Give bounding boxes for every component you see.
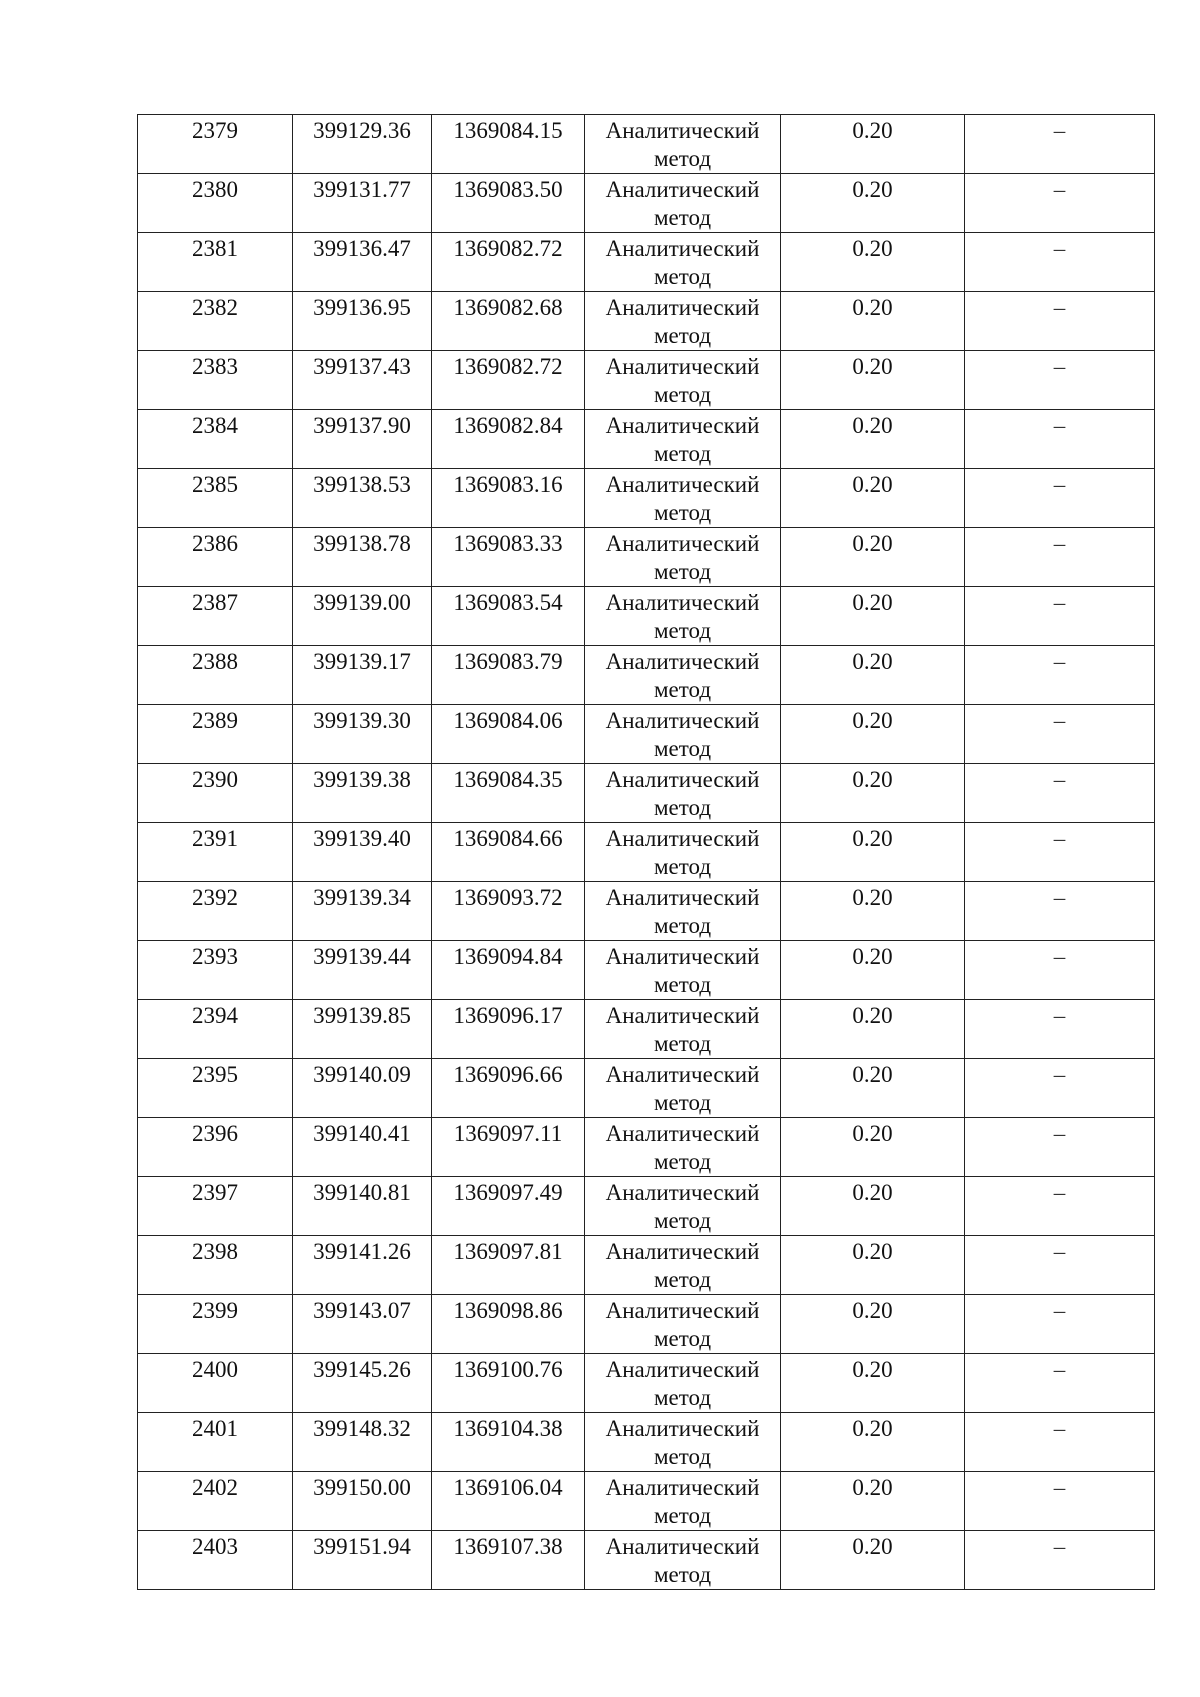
point-number-cell: 2391: [138, 823, 293, 882]
coordinate-x-cell: 399141.26: [293, 1236, 432, 1295]
note-cell: –: [965, 705, 1155, 764]
method-cell: Аналитический метод: [585, 1531, 781, 1590]
coordinate-x-cell: 399136.95: [293, 292, 432, 351]
precision-cell: 0.20: [781, 351, 965, 410]
table-row: [138, 1413, 1155, 1472]
precision-cell: 0.20: [781, 941, 965, 1000]
table-row: [138, 292, 1155, 351]
table-row: [138, 705, 1155, 764]
coordinate-x-cell: 399137.90: [293, 410, 432, 469]
point-number-cell: 2398: [138, 1236, 293, 1295]
note-cell: –: [965, 823, 1155, 882]
point-number-cell: 2386: [138, 528, 293, 587]
coordinate-x-cell: 399139.44: [293, 941, 432, 1000]
method-cell: Аналитический метод: [585, 469, 781, 528]
method-cell: Аналитический метод: [585, 292, 781, 351]
note-cell: –: [965, 1295, 1155, 1354]
coordinate-x-cell: 399143.07: [293, 1295, 432, 1354]
table-row: [138, 646, 1155, 705]
point-number-cell: 2379: [138, 115, 293, 174]
coordinate-x-cell: 399139.38: [293, 764, 432, 823]
method-cell: Аналитический метод: [585, 882, 781, 941]
coordinate-x-cell: 399145.26: [293, 1354, 432, 1413]
table-row: [138, 115, 1155, 174]
precision-cell: 0.20: [781, 528, 965, 587]
note-cell: –: [965, 764, 1155, 823]
coordinate-x-cell: 399140.41: [293, 1118, 432, 1177]
precision-cell: 0.20: [781, 233, 965, 292]
method-cell: Аналитический метод: [585, 528, 781, 587]
coordinate-x-cell: 399148.32: [293, 1413, 432, 1472]
method-cell: Аналитический метод: [585, 351, 781, 410]
coordinate-y-cell: 1369083.16: [432, 469, 585, 528]
method-cell: Аналитический метод: [585, 1472, 781, 1531]
point-number-cell: 2402: [138, 1472, 293, 1531]
note-cell: –: [965, 1177, 1155, 1236]
method-cell: Аналитический метод: [585, 587, 781, 646]
method-cell: Аналитический метод: [585, 646, 781, 705]
coordinate-x-cell: 399151.94: [293, 1531, 432, 1590]
coordinate-x-cell: 399131.77: [293, 174, 432, 233]
method-cell: Аналитический метод: [585, 823, 781, 882]
coordinate-y-cell: 1369104.38: [432, 1413, 585, 1472]
point-number-cell: 2397: [138, 1177, 293, 1236]
table-row: [138, 410, 1155, 469]
table-row: [138, 174, 1155, 233]
coordinate-x-cell: 399139.17: [293, 646, 432, 705]
coordinate-x-cell: 399139.34: [293, 882, 432, 941]
table-row: [138, 1354, 1155, 1413]
table-row: [138, 764, 1155, 823]
coordinates-table: [137, 114, 1155, 1590]
coordinate-y-cell: 1369084.66: [432, 823, 585, 882]
coordinate-x-cell: 399150.00: [293, 1472, 432, 1531]
table-row: [138, 941, 1155, 1000]
coordinate-x-cell: 399138.53: [293, 469, 432, 528]
precision-cell: 0.20: [781, 115, 965, 174]
table-row: [138, 1059, 1155, 1118]
precision-cell: 0.20: [781, 1354, 965, 1413]
coordinate-y-cell: 1369107.38: [432, 1531, 585, 1590]
note-cell: –: [965, 941, 1155, 1000]
coordinate-y-cell: 1369083.50: [432, 174, 585, 233]
point-number-cell: 2392: [138, 882, 293, 941]
coordinate-y-cell: 1369083.79: [432, 646, 585, 705]
precision-cell: 0.20: [781, 882, 965, 941]
coordinate-x-cell: 399129.36: [293, 115, 432, 174]
note-cell: –: [965, 351, 1155, 410]
point-number-cell: 2395: [138, 1059, 293, 1118]
point-number-cell: 2382: [138, 292, 293, 351]
point-number-cell: 2387: [138, 587, 293, 646]
coordinate-x-cell: 399139.40: [293, 823, 432, 882]
coordinate-y-cell: 1369084.15: [432, 115, 585, 174]
table-row: [138, 587, 1155, 646]
coordinate-y-cell: 1369084.06: [432, 705, 585, 764]
point-number-cell: 2396: [138, 1118, 293, 1177]
note-cell: –: [965, 1059, 1155, 1118]
coordinate-x-cell: 399140.09: [293, 1059, 432, 1118]
precision-cell: 0.20: [781, 1236, 965, 1295]
precision-cell: 0.20: [781, 410, 965, 469]
note-cell: –: [965, 115, 1155, 174]
coordinate-y-cell: 1369084.35: [432, 764, 585, 823]
precision-cell: 0.20: [781, 705, 965, 764]
coordinate-y-cell: 1369094.84: [432, 941, 585, 1000]
note-cell: –: [965, 1000, 1155, 1059]
table-row: [138, 528, 1155, 587]
note-cell: –: [965, 174, 1155, 233]
point-number-cell: 2390: [138, 764, 293, 823]
coordinate-x-cell: 399139.30: [293, 705, 432, 764]
coordinate-x-cell: 399140.81: [293, 1177, 432, 1236]
method-cell: Аналитический метод: [585, 115, 781, 174]
method-cell: Аналитический метод: [585, 705, 781, 764]
table-row: [138, 1118, 1155, 1177]
precision-cell: 0.20: [781, 174, 965, 233]
coordinate-y-cell: 1369082.84: [432, 410, 585, 469]
point-number-cell: 2383: [138, 351, 293, 410]
precision-cell: 0.20: [781, 1118, 965, 1177]
note-cell: –: [965, 292, 1155, 351]
table-row: [138, 1472, 1155, 1531]
method-cell: Аналитический метод: [585, 174, 781, 233]
point-number-cell: 2381: [138, 233, 293, 292]
coordinate-y-cell: 1369082.72: [432, 233, 585, 292]
coordinate-x-cell: 399137.43: [293, 351, 432, 410]
point-number-cell: 2394: [138, 1000, 293, 1059]
coordinate-y-cell: 1369096.66: [432, 1059, 585, 1118]
precision-cell: 0.20: [781, 1000, 965, 1059]
point-number-cell: 2389: [138, 705, 293, 764]
coordinate-y-cell: 1369093.72: [432, 882, 585, 941]
method-cell: Аналитический метод: [585, 1177, 781, 1236]
method-cell: Аналитический метод: [585, 764, 781, 823]
note-cell: –: [965, 587, 1155, 646]
table-row: [138, 351, 1155, 410]
table-row: [138, 882, 1155, 941]
precision-cell: 0.20: [781, 1059, 965, 1118]
point-number-cell: 2403: [138, 1531, 293, 1590]
precision-cell: 0.20: [781, 292, 965, 351]
note-cell: –: [965, 1118, 1155, 1177]
point-number-cell: 2384: [138, 410, 293, 469]
coordinate-y-cell: 1369100.76: [432, 1354, 585, 1413]
table-row: [138, 1295, 1155, 1354]
point-number-cell: 2400: [138, 1354, 293, 1413]
precision-cell: 0.20: [781, 1413, 965, 1472]
precision-cell: 0.20: [781, 1177, 965, 1236]
note-cell: –: [965, 882, 1155, 941]
method-cell: Аналитический метод: [585, 1059, 781, 1118]
table-row: [138, 823, 1155, 882]
precision-cell: 0.20: [781, 646, 965, 705]
method-cell: Аналитический метод: [585, 233, 781, 292]
coordinate-y-cell: 1369083.54: [432, 587, 585, 646]
coordinate-y-cell: 1369097.11: [432, 1118, 585, 1177]
method-cell: Аналитический метод: [585, 1236, 781, 1295]
coordinate-y-cell: 1369097.49: [432, 1177, 585, 1236]
point-number-cell: 2401: [138, 1413, 293, 1472]
table-row: [138, 1000, 1155, 1059]
coordinate-y-cell: 1369082.72: [432, 351, 585, 410]
note-cell: –: [965, 646, 1155, 705]
point-number-cell: 2393: [138, 941, 293, 1000]
point-number-cell: 2385: [138, 469, 293, 528]
coordinate-x-cell: 399138.78: [293, 528, 432, 587]
note-cell: –: [965, 1236, 1155, 1295]
point-number-cell: 2380: [138, 174, 293, 233]
coordinate-y-cell: 1369083.33: [432, 528, 585, 587]
table-row: [138, 469, 1155, 528]
coordinate-x-cell: 399136.47: [293, 233, 432, 292]
point-number-cell: 2388: [138, 646, 293, 705]
note-cell: –: [965, 469, 1155, 528]
table-row: [138, 1236, 1155, 1295]
precision-cell: 0.20: [781, 823, 965, 882]
coordinates-table-body: [138, 115, 1155, 1590]
note-cell: –: [965, 233, 1155, 292]
coordinate-y-cell: 1369097.81: [432, 1236, 585, 1295]
coordinate-x-cell: 399139.00: [293, 587, 432, 646]
coordinate-y-cell: 1369106.04: [432, 1472, 585, 1531]
coordinate-x-cell: 399139.85: [293, 1000, 432, 1059]
method-cell: Аналитический метод: [585, 1354, 781, 1413]
coordinate-y-cell: 1369082.68: [432, 292, 585, 351]
note-cell: –: [965, 528, 1155, 587]
note-cell: –: [965, 1472, 1155, 1531]
precision-cell: 0.20: [781, 1295, 965, 1354]
table-row: [138, 233, 1155, 292]
precision-cell: 0.20: [781, 469, 965, 528]
table-row: [138, 1177, 1155, 1236]
coordinate-y-cell: 1369096.17: [432, 1000, 585, 1059]
note-cell: –: [965, 410, 1155, 469]
method-cell: Аналитический метод: [585, 1413, 781, 1472]
method-cell: Аналитический метод: [585, 1000, 781, 1059]
note-cell: –: [965, 1413, 1155, 1472]
table-row: [138, 1531, 1155, 1590]
note-cell: –: [965, 1354, 1155, 1413]
method-cell: Аналитический метод: [585, 941, 781, 1000]
precision-cell: 0.20: [781, 1531, 965, 1590]
note-cell: –: [965, 1531, 1155, 1590]
coordinate-y-cell: 1369098.86: [432, 1295, 585, 1354]
method-cell: Аналитический метод: [585, 1295, 781, 1354]
precision-cell: 0.20: [781, 1472, 965, 1531]
precision-cell: 0.20: [781, 764, 965, 823]
point-number-cell: 2399: [138, 1295, 293, 1354]
precision-cell: 0.20: [781, 587, 965, 646]
method-cell: Аналитический метод: [585, 410, 781, 469]
method-cell: Аналитический метод: [585, 1118, 781, 1177]
